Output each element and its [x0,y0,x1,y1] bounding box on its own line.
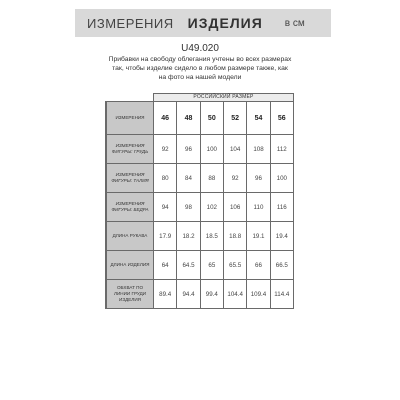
row-label: ИЗМЕРЕНИЯ ФИГУРЫ: ТАЛИЯ [106,164,154,193]
size-caption: РОССИЙСКИЙ РАЗМЕР [153,93,294,101]
table-cell: 96 [177,135,200,164]
table-cell: 65.5 [224,251,247,280]
table-cell: 66 [247,251,270,280]
table-cell: 106 [224,193,247,222]
header-word-garment: ИЗДЕЛИЯ [187,15,263,31]
table-cell: 98 [177,193,200,222]
table-cell: 66.5 [271,251,294,280]
table-cell: 84 [177,164,200,193]
table-cell: 89.4 [154,280,177,309]
header-word-measurements: ИЗМЕРЕНИЯ [87,15,174,31]
table-cell: 18.8 [224,222,247,251]
table-cell: 92 [154,135,177,164]
table-cell: 100 [271,164,294,193]
table-cell: 114.4 [271,280,294,309]
table-cell: 108 [247,135,270,164]
size-header-row [105,101,294,135]
table-cell: 104.4 [224,280,247,309]
table-cell: 104 [224,135,247,164]
size-header-cell: 54 [247,101,270,135]
row-label: ДЛИНА РУКАВА [106,222,154,251]
size-header-cell: 50 [201,101,224,135]
table-cell: 17.9 [154,222,177,251]
table-cell: 92 [224,164,247,193]
table-cell: 19.4 [271,222,294,251]
table-cell: 94.4 [177,280,200,309]
table-row-garment-chest [105,280,294,309]
size-header-cell: 46 [154,101,177,135]
table-cell: 80 [154,164,177,193]
row-label: ИЗМЕРЕНИЯ ФИГУРЫ: БЕДРА [106,193,154,222]
product-code: U49.020 [181,43,219,54]
size-header-cell: 52 [224,101,247,135]
table-cell: 18.2 [177,222,200,251]
row-label: ИЗМЕРЕНИЯ ФИГУРЫ: ГРУДЬ [106,135,154,164]
table-cell: 109.4 [247,280,270,309]
table-cell: 96 [247,164,270,193]
table-cell: 112 [271,135,294,164]
table-cell: 102 [201,193,224,222]
table-cell: 65 [201,251,224,280]
size-header-label: ИЗМЕРЕНИЯ [106,101,154,135]
header-bar [75,9,331,37]
table-cell: 116 [271,193,294,222]
table-cell: 64 [154,251,177,280]
header-unit: в см [284,17,305,29]
table-cell: 18.5 [201,222,224,251]
table-cell: 88 [201,164,224,193]
table-cell: 94 [154,193,177,222]
table-row-garment-length [105,251,294,280]
table-row-waist [105,164,294,193]
table-row-hips [105,193,294,222]
table-cell: 100 [201,135,224,164]
size-header-cell: 56 [271,101,294,135]
table-cell: 110 [247,193,270,222]
fit-note: Прибавки на свободу облегания учтены во всех размерах так, чтобы изделие сидело в любом размере также, как на фото на нашей модели [108,56,292,82]
row-label: ДЛИНА ИЗДЕЛИЯ [106,251,154,280]
size-caption-row [105,93,294,101]
table-row-sleeve-length [105,222,294,251]
row-label: ОБХВАТ ПО ЛИНИИ ГРУДИ ИЗДЕЛИЯ [106,280,154,309]
table-row-chest [105,135,294,164]
table-cell: 19.1 [247,222,270,251]
table-cell: 99.4 [201,280,224,309]
size-table [105,93,294,309]
table-cell: 64.5 [177,251,200,280]
size-header-cell: 48 [177,101,200,135]
